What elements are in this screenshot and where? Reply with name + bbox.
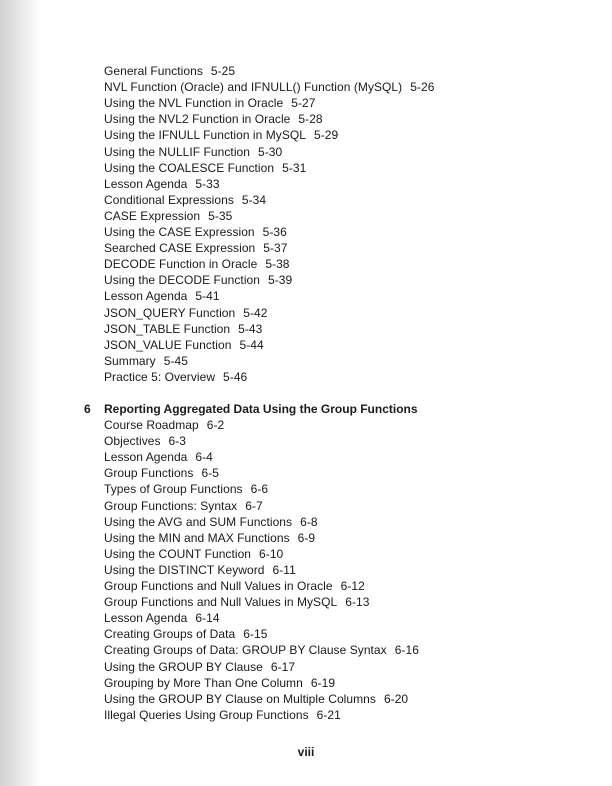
toc-entry[interactable] bbox=[104, 547, 283, 561]
toc-entry-page: 5-43 bbox=[238, 321, 263, 336]
toc-entry-title: Illegal Queries Using Group Functions bbox=[104, 707, 309, 722]
toc-entry-page: 5-37 bbox=[263, 241, 288, 256]
toc-entry-page: 5-30 bbox=[257, 144, 283, 159]
toc-entry-page: 6-16 bbox=[394, 643, 419, 658]
toc-entry-title: Using the NULLIF Function bbox=[104, 144, 250, 159]
toc-entry-page: 6-10 bbox=[259, 546, 284, 561]
toc-entry-page: 6-7 bbox=[245, 498, 263, 513]
toc-entry-title: Conditional Expressions bbox=[104, 192, 234, 207]
toc-entry-title: Using the IFNULL Function in MySQL bbox=[104, 128, 307, 143]
toc-entry[interactable] bbox=[104, 161, 306, 175]
toc-entry-title: Types of Group Functions bbox=[104, 482, 243, 497]
toc-entry-page: 6-19 bbox=[310, 675, 336, 690]
toc-entry[interactable] bbox=[104, 482, 268, 496]
toc-entry[interactable] bbox=[104, 322, 262, 336]
toc-entry[interactable] bbox=[104, 145, 282, 159]
toc-entry-page: 5-27 bbox=[291, 96, 316, 111]
toc-entry[interactable] bbox=[104, 209, 232, 223]
toc-entry-page: 6-15 bbox=[243, 627, 268, 642]
toc-entry-title: Objectives bbox=[104, 434, 161, 449]
toc-entry-title: Creating Groups of Data: GROUP BY Clause Syntax bbox=[104, 643, 387, 658]
toc-entry[interactable] bbox=[104, 338, 264, 352]
toc-entry[interactable] bbox=[104, 499, 263, 513]
toc-entry-title: JSON_TABLE Function bbox=[104, 321, 231, 336]
toc-entry-page: 5-28 bbox=[298, 112, 323, 127]
toc-entry-page: 5-45 bbox=[163, 353, 188, 368]
toc-entry-page: 5-34 bbox=[241, 192, 267, 207]
toc-entry-title: Creating Groups of Data bbox=[104, 627, 236, 642]
toc-entry[interactable] bbox=[104, 177, 220, 191]
toc-entry-title: CASE Expression bbox=[104, 208, 201, 223]
toc-entry[interactable] bbox=[104, 273, 292, 287]
toc-entry-title: DECODE Function in Oracle bbox=[104, 257, 258, 272]
toc-entry-page: 5-36 bbox=[262, 225, 287, 239]
toc-entry[interactable] bbox=[104, 96, 315, 110]
toc-entry-page: 6-4 bbox=[195, 450, 213, 465]
chapter-title: Reporting Aggregated Data Using the Group Functions bbox=[104, 402, 418, 416]
toc-entry[interactable] bbox=[104, 434, 186, 448]
toc-entry[interactable] bbox=[104, 660, 295, 674]
toc-entry-title: Using the MIN and MAX Functions bbox=[104, 530, 290, 545]
toc-entry-page: 6-21 bbox=[316, 707, 341, 722]
toc-entry[interactable] bbox=[104, 241, 288, 255]
toc-entry-title: Using the NVL Function in Oracle bbox=[104, 96, 284, 111]
toc-entry-title: Using the COUNT Function bbox=[104, 546, 252, 561]
toc-entry-page: 5-25 bbox=[210, 64, 236, 78]
toc-entry-page: 6-2 bbox=[206, 418, 225, 432]
toc-entry[interactable] bbox=[104, 595, 369, 609]
toc-entry-title: Using the GROUP BY Clause bbox=[104, 659, 263, 674]
toc-entry[interactable] bbox=[104, 289, 220, 303]
toc-entry-title: Summary bbox=[104, 353, 156, 368]
toc-entry[interactable] bbox=[104, 627, 267, 641]
toc-entry[interactable] bbox=[104, 466, 219, 480]
toc-entry[interactable] bbox=[104, 450, 213, 464]
toc-entry-title: Course Roadmap bbox=[104, 418, 199, 432]
toc-entry-title: Using the DECODE Function bbox=[104, 273, 260, 288]
toc-entry-title: Using the DISTINCT Keyword bbox=[104, 562, 265, 577]
toc-entry[interactable] bbox=[104, 80, 434, 94]
toc-entry[interactable] bbox=[104, 708, 341, 722]
toc-entry[interactable] bbox=[104, 418, 224, 432]
toc-entry-page: 6-13 bbox=[345, 595, 370, 610]
toc-entry-title: General Functions bbox=[104, 64, 203, 78]
page-number: viii bbox=[297, 745, 315, 759]
toc-entry[interactable] bbox=[104, 515, 318, 529]
toc-entry-page: 6-3 bbox=[168, 434, 187, 449]
toc-entry[interactable] bbox=[104, 692, 408, 706]
toc-entry-page: 6-20 bbox=[383, 691, 409, 706]
toc-entry[interactable] bbox=[104, 563, 296, 577]
toc-entry-title: Group Functions and Null Values in MySQL bbox=[104, 595, 338, 610]
toc-entry-page: 5-42 bbox=[243, 305, 268, 320]
toc-entry-page: 6-5 bbox=[201, 466, 219, 481]
toc-entry-page: 5-39 bbox=[267, 273, 293, 288]
toc-entry-title: Lesson Agenda bbox=[104, 611, 188, 626]
toc-entry[interactable] bbox=[104, 531, 315, 545]
toc-entry[interactable] bbox=[104, 112, 323, 126]
toc-entry[interactable] bbox=[104, 354, 188, 368]
toc-entry-title: Using the COALESCE Function bbox=[104, 160, 275, 175]
toc-entry-title: Searched CASE Expression bbox=[104, 241, 256, 256]
toc-entry[interactable] bbox=[104, 193, 266, 207]
toc-entry-page: 6-8 bbox=[300, 514, 318, 529]
toc-entry-title: NVL Function (Oracle) and IFNULL() Function (MySQL) bbox=[104, 80, 403, 95]
toc-entry-page: 6-17 bbox=[270, 659, 296, 674]
toc-entry[interactable] bbox=[104, 611, 220, 625]
toc-entry-title: Practice 5: Overview bbox=[104, 369, 216, 384]
toc-entry-title: Lesson Agenda bbox=[104, 176, 188, 191]
toc-entry-page: 6-12 bbox=[340, 579, 365, 593]
toc-entry[interactable] bbox=[104, 643, 419, 657]
toc-entry-page: 5-26 bbox=[410, 80, 435, 95]
toc-entry[interactable] bbox=[104, 257, 290, 271]
toc-entry[interactable] bbox=[104, 370, 247, 384]
toc-entry-page: 5-41 bbox=[195, 289, 220, 304]
toc-entry-title: JSON_QUERY Function bbox=[104, 305, 236, 320]
toc-entry[interactable] bbox=[104, 306, 267, 320]
toc-entry-title: Group Functions bbox=[104, 466, 194, 481]
toc-entry-title: Grouping by More Than One Column bbox=[104, 675, 303, 690]
toc-entry-title: Group Functions and Null Values in Oracle bbox=[104, 579, 333, 593]
toc-entry-title: Using the GROUP BY Clause on Multiple Columns bbox=[104, 691, 376, 706]
toc-entry-title: Using the NVL2 Function in Oracle bbox=[104, 112, 291, 127]
toc-entry-title: Using the CASE Expression bbox=[104, 225, 255, 239]
toc-entry-page: 5-29 bbox=[314, 128, 339, 143]
toc-entry-page: 6-11 bbox=[272, 562, 296, 577]
toc-entry[interactable] bbox=[104, 64, 235, 78]
toc-entry-page: 5-46 bbox=[223, 369, 248, 384]
toc-entry-title: Lesson Agenda bbox=[104, 450, 188, 465]
toc-entry-page: 6-14 bbox=[195, 611, 220, 626]
chapter-heading[interactable] bbox=[84, 402, 418, 416]
chapter-number: 6 bbox=[84, 402, 91, 416]
toc-entry-title: JSON_VALUE Function bbox=[104, 337, 232, 352]
toc-entry[interactable] bbox=[104, 676, 335, 690]
toc-entry-title: Group Functions: Syntax bbox=[104, 498, 238, 513]
toc-entry-title: Using the AVG and SUM Functions bbox=[104, 514, 293, 529]
toc-entry-page: 5-31 bbox=[282, 160, 307, 175]
toc-entry-title: Lesson Agenda bbox=[104, 289, 188, 304]
toc-entry-page: 6-9 bbox=[297, 530, 316, 545]
toc-entry-page: 5-33 bbox=[195, 176, 220, 191]
toc-entry-page: 6-6 bbox=[250, 482, 269, 497]
page-edge-shadow bbox=[0, 0, 42, 786]
toc-entry-page: 5-38 bbox=[265, 257, 290, 272]
toc-entry[interactable] bbox=[104, 128, 338, 142]
toc-entry[interactable] bbox=[104, 225, 287, 239]
toc-entry-page: 5-35 bbox=[208, 208, 233, 223]
toc-entry[interactable] bbox=[104, 579, 365, 593]
toc-entry-page: 5-44 bbox=[239, 337, 264, 352]
